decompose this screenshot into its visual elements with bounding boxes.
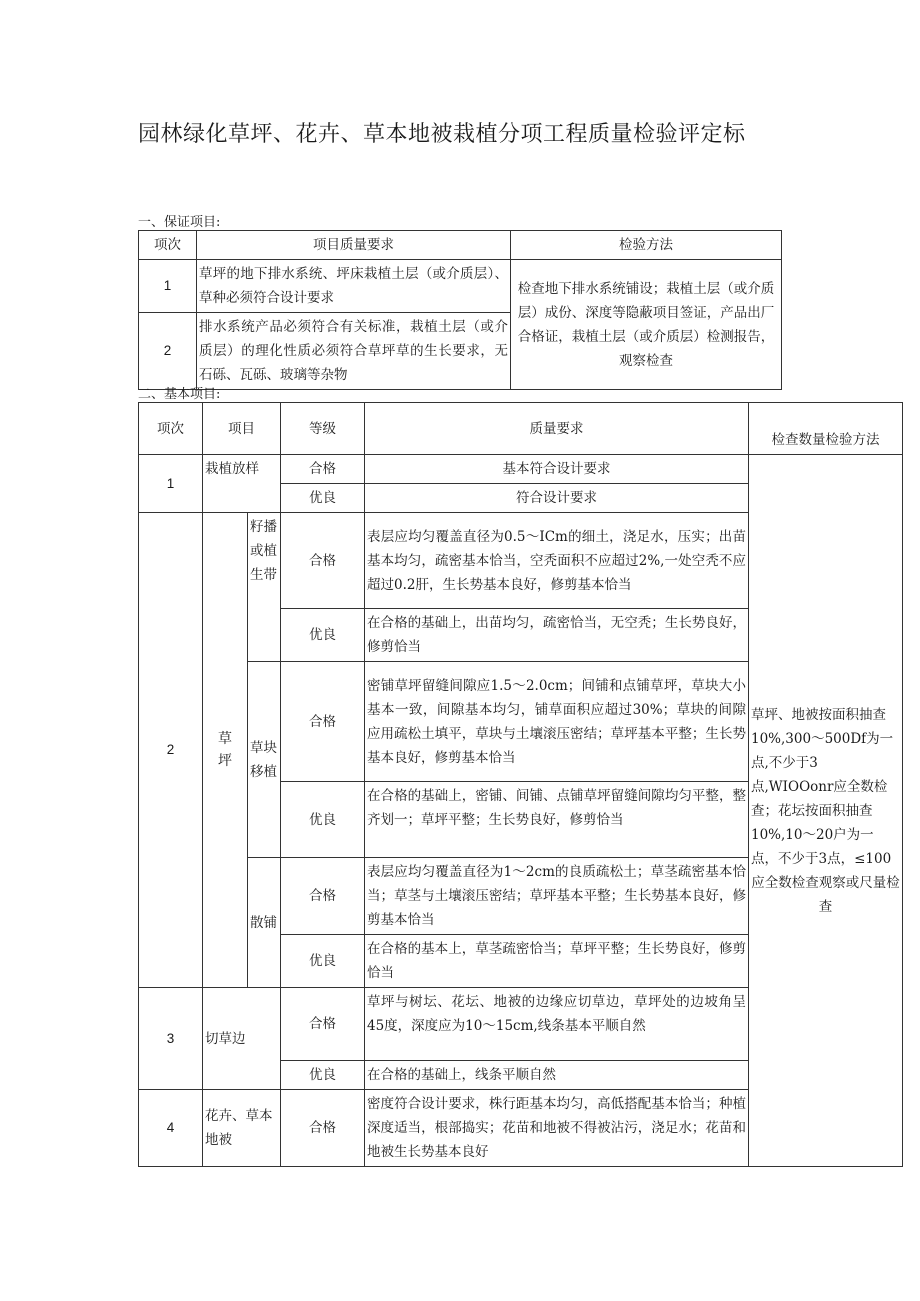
header-requirement: 项目质量要求 [197, 231, 511, 260]
grade-pass: 合格 [281, 1090, 365, 1167]
quality-text: 基本符合设计要求 [365, 455, 749, 484]
grade-pass: 合格 [281, 513, 365, 609]
row-no: 2 [139, 513, 203, 988]
quality-text: 草坪与树坛、花坛、地被的边缘应切草边，草坪处的边坡角呈45度，深度应为10～15cm,线条基本平顺自然 [365, 988, 749, 1061]
item-name: 花卉、草本地被 [203, 1090, 281, 1167]
sub-item-name: 草块移植 [248, 662, 281, 858]
quality-text: 在合格的基础上，线条平顺自然 [365, 1061, 749, 1090]
section-heading-basic: 二、基本项目: [138, 387, 221, 402]
method-tail: 应全数检查观察或尺量检查 [751, 874, 900, 915]
row-no: 4 [139, 1090, 203, 1167]
grade-good: 优良 [281, 935, 365, 988]
basic-items-table [138, 402, 903, 1167]
sub-item-name: 散铺 [248, 858, 281, 988]
section-heading-guarantee: 一、保证项目: [138, 215, 221, 230]
page-title: 园林绿化草坪、花卉、草本地被栽植分项工程质量检验评定标 [138, 122, 746, 147]
grade-pass: 合格 [281, 662, 365, 782]
grade-pass: 合格 [281, 858, 365, 935]
quality-text: 在合格的基础上，密铺、间铺、点铺草坪留缝间隙均匀平整，整齐划一；草坪平整；生长势良好，修剪恰当 [365, 782, 749, 858]
quality-text: 密铺草坪留缝间隙应1.5～2.0cm；间铺和点铺草坪，草块大小基本一致，间隙基本均匀，铺草面积应超过30%；草块的间隙应用疏松土填平，草块与土壤滚压密结；草坪基本平整；生长势基本良好，修剪基本恰当 [365, 662, 749, 782]
row-no: 1 [139, 260, 197, 313]
method-text: 草坪、地被按面积抽查10%,300～500Df为一点,不少于3点,WIOOonr应全数检查；花坛按面积抽查10%,10～20户为一点，不少于3点，≤100 [751, 706, 894, 867]
header-method: 检查数量检验方法 [749, 403, 903, 455]
grade-pass: 合格 [281, 988, 365, 1061]
grade-good: 优良 [281, 484, 365, 513]
item-name: 切草边 [203, 988, 281, 1090]
quality-text: 密度符合设计要求，株行距基本均匀，高低搭配基本恰当；种植深度适当，根部捣实；花苗和地被不得被沾污，浇足水；花苗和地被生长势基本良好 [365, 1090, 749, 1167]
header-quality: 质量要求 [365, 403, 749, 455]
sub-item-name: 籽播或植生带 [248, 513, 281, 662]
row-no: 3 [139, 988, 203, 1090]
requirement-text: 草坪的地下排水系统、坪床栽植土层（或介质层）、草种必须符合设计要求 [197, 260, 511, 313]
header-grade: 等级 [281, 403, 365, 455]
grade-pass: 合格 [281, 455, 365, 484]
header-no: 项次 [139, 231, 197, 260]
method-text: 检查地下排水系统铺设；栽植土层（或介质层）成份、深度等隐蔽项目签证，产品出厂合格证，栽植土层（或介质层）检测报告，观察检查 [511, 260, 782, 390]
inspection-method [749, 455, 903, 1167]
grade-good: 优良 [281, 782, 365, 858]
grade-good: 优良 [281, 1061, 365, 1090]
item-name-text: 草坪 [218, 731, 232, 769]
grade-good: 优良 [281, 609, 365, 662]
quality-text: 表层应均匀覆盖直径为1～2cm的良质疏松土；草茎疏密基本恰当；草茎与土壤滚压密结；草坪基本平整；生长势基本良好，修剪基本恰当 [365, 858, 749, 935]
header-method: 检验方法 [511, 231, 782, 260]
header-no: 项次 [139, 403, 203, 455]
guarantee-table [138, 230, 782, 390]
quality-text: 符合设计要求 [365, 484, 749, 513]
item-name: 栽植放样 [203, 455, 281, 513]
requirement-text: 排水系统产品必须符合有关标准，栽植土层（或介质层）的理化性质必须符合草坪草的生长要求，无石砾、瓦砾、玻璃等杂物 [197, 313, 511, 390]
header-item: 项目 [203, 403, 281, 455]
item-name [203, 513, 248, 988]
row-no: 2 [139, 313, 197, 390]
quality-text: 在合格的基本上，草茎疏密恰当；草坪平整；生长势良好，修剪恰当 [365, 935, 749, 988]
row-no: 1 [139, 455, 203, 513]
quality-text: 表层应均匀覆盖直径为0.5～ICm的细土，浇足水，压实；出苗基本均匀，疏密基本恰当，空秃面积不应超过2%,一处空秃不应超过0.2肝，生长势基本良好，修剪基本恰当 [365, 513, 749, 609]
quality-text: 在合格的基础上，出苗均匀，疏密恰当，无空秃；生长势良好，修剪恰当 [365, 609, 749, 662]
